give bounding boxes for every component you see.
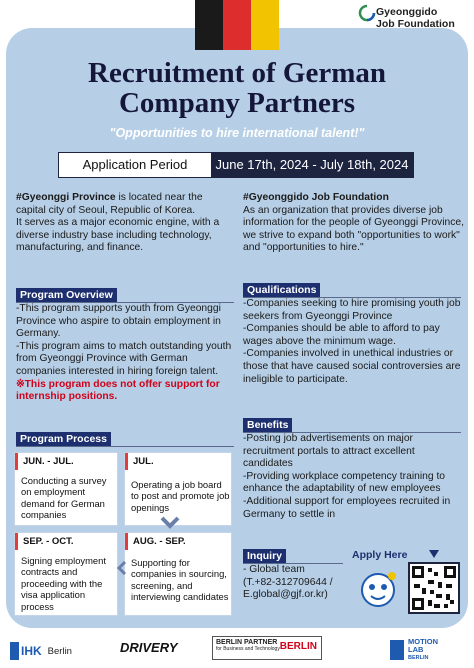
qualification-item: -Companies involved in unethical industries or those that have caused social controversies are ineligible to participate.: [243, 348, 461, 385]
arrow-down-icon: [428, 549, 440, 559]
flag-stripe-red: [223, 0, 251, 50]
province-heading: #Gyeonggi Province: [16, 192, 116, 203]
flag-stripe-gold: [251, 0, 279, 50]
foundation-text: As an organization that provides diverse job information for the people of Gyeonggi Province, we strive to expand both "opportunities to work" and "opportunities to hire.": [243, 204, 464, 254]
process-step: [14, 532, 118, 616]
inquiry-contact: [243, 564, 353, 602]
logo-mark-icon: [358, 4, 376, 22]
qualifications-heading: Qualifications: [243, 283, 320, 298]
mascot-icon: [358, 568, 398, 612]
ihk-mark-icon: [10, 642, 19, 660]
title-line-1: Recruitment of German: [88, 57, 386, 89]
application-period: [58, 152, 414, 178]
application-period-dates: June 17th, 2024 - July 18th, 2024: [211, 153, 413, 177]
foundation-block: [243, 192, 465, 255]
title-line-2: Company Partners: [118, 87, 355, 119]
berlin-partner-logo: [212, 636, 322, 660]
inquiry-line: E.global@gjf.or.kr): [243, 589, 328, 601]
process-step-text: Signing employment contracts and proceeding with the visa application process: [21, 555, 106, 612]
overview-list: [16, 303, 238, 404]
qr-code-icon[interactable]: [408, 562, 460, 614]
program-overview-heading: Program Overview: [16, 288, 117, 303]
german-flag: [195, 0, 279, 50]
benefit-item: -Providing workplace competency training to enhance the adaptability of new employees: [243, 470, 446, 495]
motion-lab-line-3: BERLIN: [408, 655, 429, 661]
benefit-item: -Posting job advertisements on major recruitment portals to attract excellent candidates: [243, 433, 415, 470]
overview-item: -This program aims to match outstanding youth from Gyeonggi Province with German companies interested in hiring foreign talent.: [16, 340, 232, 377]
benefits-heading: Benefits: [243, 418, 292, 433]
gjf-logo: [358, 2, 472, 46]
process-step-text: Supporting for companies in sourcing, screening, and interviewing candidates: [131, 557, 229, 603]
motion-lab-logo: [390, 638, 438, 662]
application-period-label: Application Period: [59, 153, 211, 177]
apply-here-label: Apply Here: [352, 549, 408, 561]
inquiry-line: - Global team: [243, 564, 305, 575]
ihk-city: Berlin: [47, 645, 72, 657]
berlin-partner-text: BERLIN PARTNER: [216, 639, 278, 646]
motion-lab-line-2: LAB: [408, 645, 424, 654]
berlin-partner-subtext: for Business and Technology: [216, 646, 280, 652]
overview-note: ※This program does not offer support for internship positions.: [16, 378, 220, 403]
chevron-left-icon: [117, 560, 127, 576]
process-step-tag: JUL.: [125, 453, 159, 470]
inquiry-line: (T.+82-312709644 /: [243, 576, 333, 588]
qualification-item: -Companies seeking to hire promising youth job seekers from Gyeonggi Province: [243, 298, 461, 322]
benefit-item: -Additional support for employees recruited in Germany to settle in: [243, 495, 451, 520]
logo-line-2: Job Foundation: [376, 18, 455, 30]
process-step-text: Operating a job board to post and promote job openings: [131, 479, 230, 513]
overview-item: -This program supports youth from Gyeonggi Province who aspire to obtain employment in Germany.: [16, 303, 221, 340]
flag-stripe-black: [195, 0, 223, 50]
drivery-logo: DRIVERY: [120, 640, 178, 655]
inquiry-heading: Inquiry: [243, 549, 286, 564]
berlin-text: BERLIN: [279, 641, 317, 652]
logo-line-1: Gyeonggido: [376, 6, 438, 18]
program-process-heading: Program Process: [16, 432, 111, 447]
ihk-text: IHK: [21, 644, 42, 658]
process-step: [124, 532, 232, 616]
qualification-item: -Companies should be able to afford to pay wages above the minimum wage.: [243, 323, 440, 347]
subtitle: "Opportunities to hire international talent!": [109, 126, 365, 140]
benefits-list: [243, 433, 467, 521]
foundation-heading: #Gyeonggido Job Foundation: [243, 192, 389, 203]
process-divider: [16, 446, 234, 447]
ihk-berlin-logo: [10, 642, 72, 660]
process-step-tag: SEP. - OCT.: [15, 533, 79, 550]
province-text-2: It serves as a major economic engine, with a diverse industry base including technology, manufacturing, and finance.: [16, 217, 220, 254]
process-step: [14, 452, 118, 526]
process-step: [124, 452, 232, 526]
province-text: is located near the capital city of Seoul, Republic of Korea.: [16, 192, 203, 216]
qualifications-list: [243, 298, 467, 386]
logo-text: [376, 6, 455, 30]
province-paragraph: [16, 192, 234, 217]
motion-lab-line-1: MOTION: [408, 637, 438, 646]
process-step-tag: JUN. - JUL.: [15, 453, 79, 470]
motion-lab-mark-icon: [390, 640, 404, 660]
motion-lab-text: [408, 638, 438, 662]
process-step-tag: AUG. - SEP.: [125, 533, 191, 550]
province-block: [16, 192, 234, 255]
process-step-text: Conducting a survey on employment demand for German companies: [21, 475, 107, 521]
chevron-down-icon: [160, 516, 180, 530]
partner-logos: [0, 636, 474, 668]
